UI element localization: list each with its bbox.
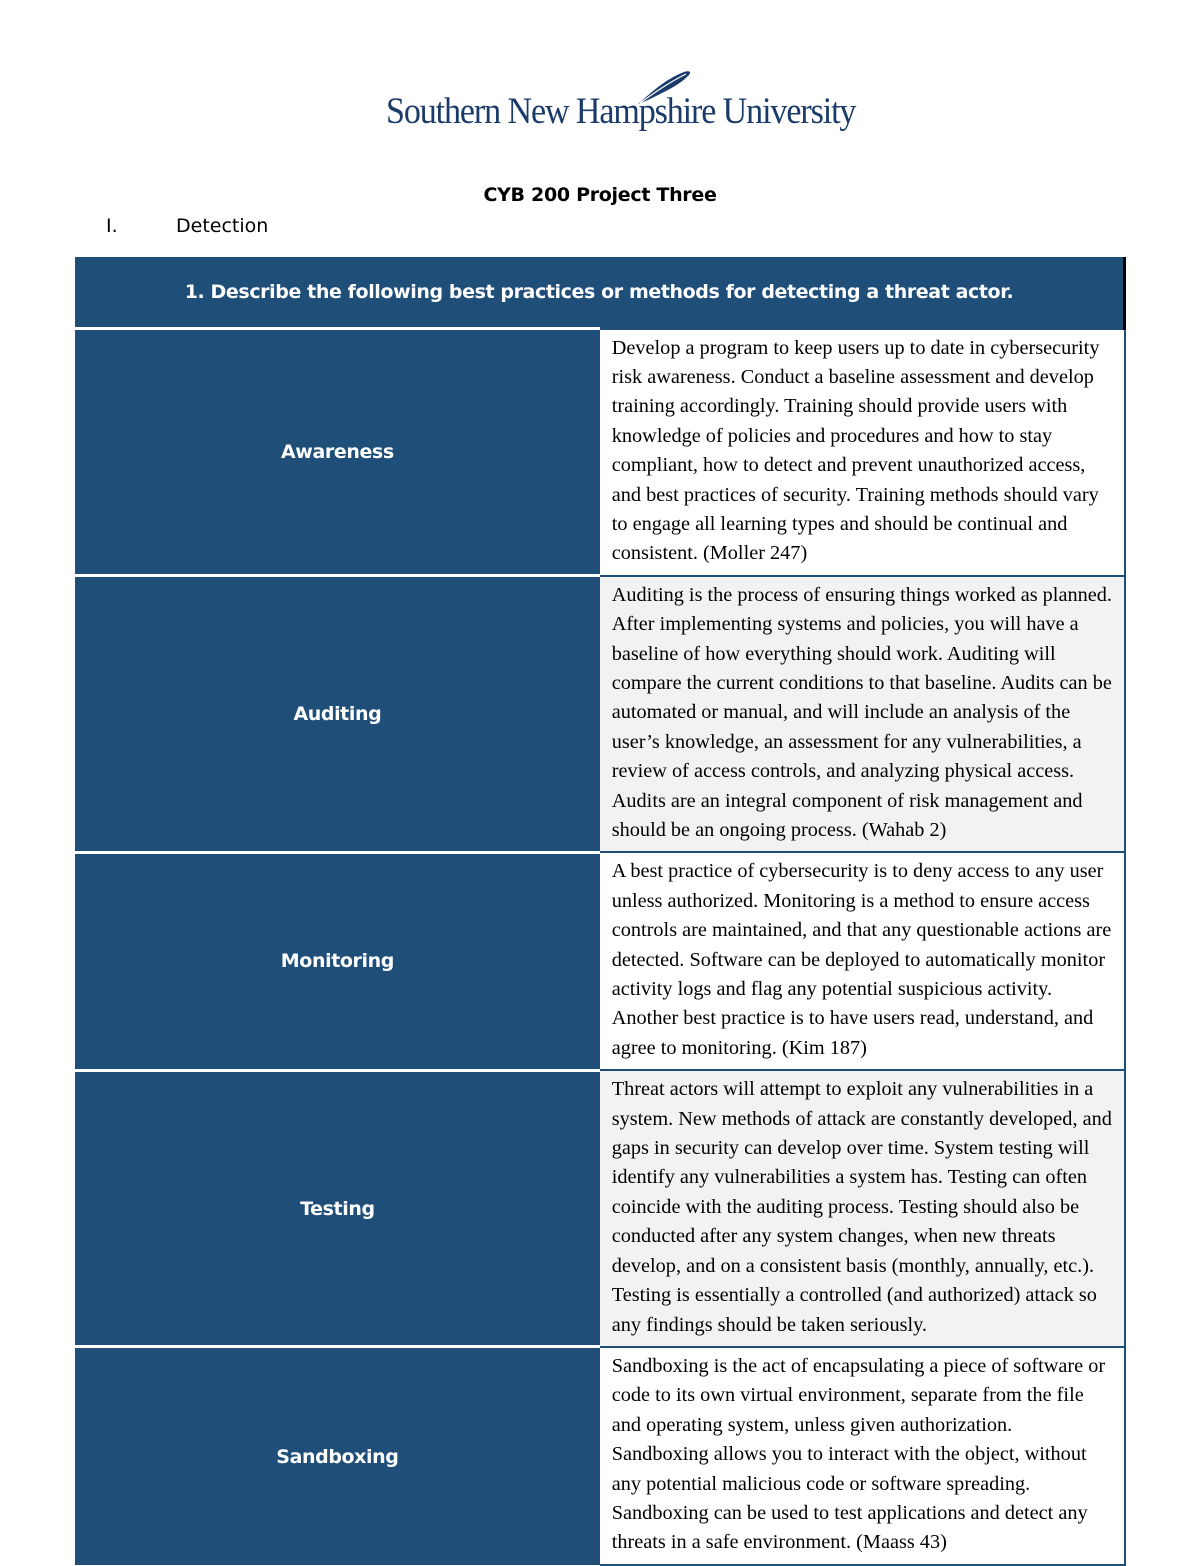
row-label-auditing: Auditing xyxy=(75,576,600,853)
table-row xyxy=(75,1347,1125,1565)
row-text-auditing: Auditing is the process of ensuring things worked as planned. After implementing systems and policies, you will have a baseline of how everything should work. Auditing will compare the current conditions to that baseline. Audits can be automated or manual, and will include an analysis of the user’s knowledge, an assessment for any vulnerabilities, a review of access controls, and analyzing physical access. Audits are an integral component of risk management and should be an ongoing process. (Wahab 2) xyxy=(600,576,1125,853)
document-title: CYB 200 Project Three xyxy=(483,184,717,206)
table-row xyxy=(75,1070,1125,1347)
table-row xyxy=(75,576,1125,853)
table-row xyxy=(75,852,1125,1070)
row-label-awareness: Awareness xyxy=(75,329,600,576)
row-label-monitoring: Monitoring xyxy=(75,852,600,1070)
table-row xyxy=(75,329,1125,576)
row-text-testing: Threat actors will attempt to exploit any vulnerabilities in a system. New methods of attack are constantly developed, and gaps in security can develop over time. System testing will identify any vulnerabilities a system has. Testing can often coincide with the auditing process. Testing should also be conducted after any system changes, when new threats develop, and on a consistent basis (monthly, annually, etc.). Testing is essentially a controlled (and authorized) attack so any findings should be taken seriously. xyxy=(600,1070,1125,1347)
row-label-testing: Testing xyxy=(75,1070,600,1347)
row-text-sandboxing: Sandboxing is the act of encapsulating a piece of software or code to its own virtual environment, separate from the file and operating system, unless given authorization. Sandboxing allows you to interact with the object, without any potential malicious code or software spreading. Sandboxing can be used to test applications and detect any threats in a safe environment. (Maass 43) xyxy=(600,1347,1125,1565)
table-header-row xyxy=(75,257,1125,329)
university-logo xyxy=(386,66,856,138)
table-heading: 1. Describe the following best practices or methods for detecting a threat actor. xyxy=(75,257,1125,329)
section-number: I. xyxy=(106,215,118,237)
row-text-monitoring: A best practice of cybersecurity is to deny access to any user unless authorized. Monitoring is a method to ensure access controls are maintained, and that any questionable actions are detected. Software can be deployed to automatically monitor activity logs and flag any potential suspicious activity. Another best practice is to have users read, understand, and agree to monitoring. (Kim 187) xyxy=(600,852,1125,1070)
logo-text: Southern New Hampshire University xyxy=(386,91,856,132)
row-text-awareness: Develop a program to keep users up to date in cybersecurity risk awareness. Conduct a baseline assessment and develop training accordingly. Training should provide users with knowledge of policies and procedures and how to stay compliant, how to detect and prevent unauthorized access, and best practices of security. Training methods should vary to engage all learning types and should be continual and consistent. (Moller 247) xyxy=(600,329,1125,576)
row-label-sandboxing: Sandboxing xyxy=(75,1347,600,1565)
section-title: Detection xyxy=(176,215,269,237)
best-practices-table xyxy=(75,257,1126,1566)
section-heading xyxy=(106,215,268,237)
